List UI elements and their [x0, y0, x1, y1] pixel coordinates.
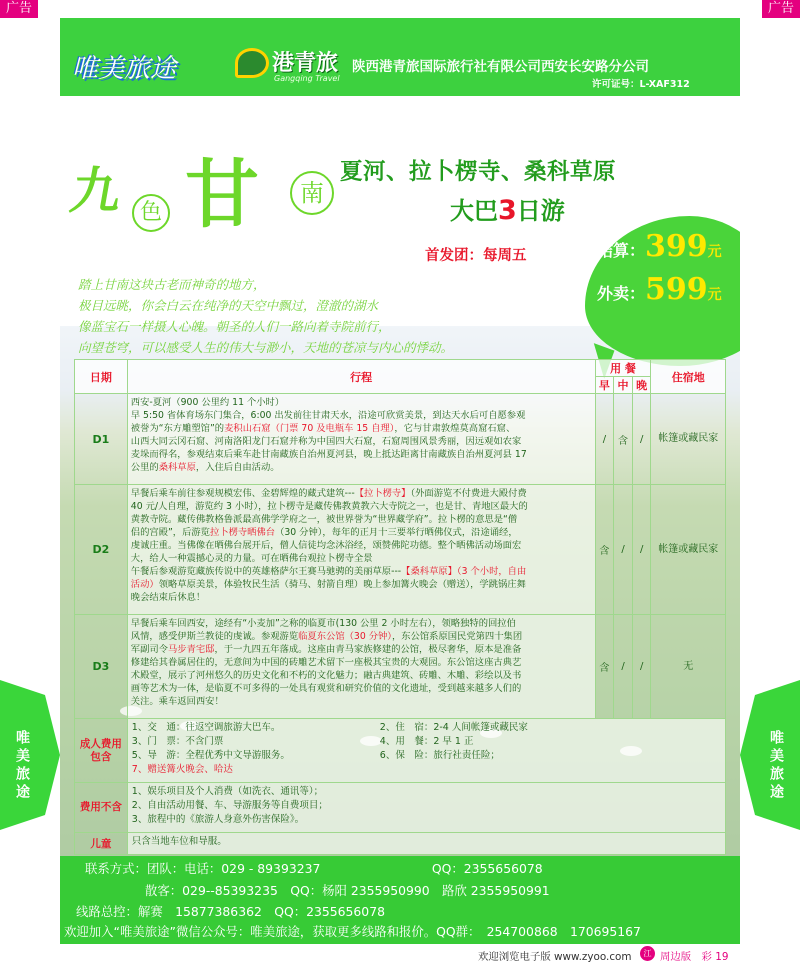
day-itinerary: 早餐后乘车回西安，途经有“小麦加”之称的临夏市(130 公里 2 小时左右），领略独特的回拉伯 风情，感受伊斯兰教徒的虔诚。参观游览临夏东公馆（30 分钟），东公馆系原国民党第四十集团 军副司令马步青宅邸，于一九四五年落成。这座由青马家族修建的公馆，极尽奢华，原本是准备 修建给其眷属居住的，无意间为中国的砖雕艺术留下一座极其宝贵的大观园。东公馆这座古典艺 术殿堂，展示了河州悠久的历史文化和不朽的文化魅力；融古典建筑、砖雕、木雕、彩绘以及书 画等艺术为一体，是临夏不可多得的一处具有观赏和研究价值的文化遗址，受到越来越多人们的 关注。乘车返回西安！ — [127, 615, 595, 719]
contact-line: 联系方式：团队：电话：029 - 89393237 QQ：2355656078 — [85, 861, 543, 876]
header-itinerary: 行程 — [127, 360, 595, 394]
header-date: 日期 — [75, 360, 128, 394]
day-label: D1 — [75, 394, 128, 485]
gangqing-logo-icon — [235, 48, 269, 78]
excludes-list: 1、娱乐项目及个人消费（如洗衣、通讯等）； 2、自由活动用餐、车、导游服务等自费项目； 3、旅程中的《旅游人身意外伤害保险》。 — [127, 783, 725, 833]
ad-label-right: 广告 — [762, 0, 800, 18]
meal-breakfast: / — [595, 394, 614, 485]
header-lunch: 中 — [614, 377, 633, 394]
meal-breakfast: 含 — [595, 485, 614, 615]
advertisement-page — [60, 18, 740, 944]
table-row — [75, 615, 726, 719]
brand-logo-subtitle: Gangqing Travel — [274, 74, 340, 83]
day-label: D2 — [75, 485, 128, 615]
meal-dinner: / — [632, 615, 651, 719]
header-band — [60, 18, 740, 96]
table-row — [75, 719, 726, 783]
intro-text: 踏上甘南这块古老而神奇的地方， 极目远眺，你会白云在纯净的天空中飘过，澄澈的湖水 像蓝宝石一样摄人心魄。朝圣的人们一路向着寺院前行， 向望苍穹，可以感受人生的伟大与渺小，天地的苍凉与内心的悸动。 — [78, 277, 454, 355]
meal-breakfast: 含 — [595, 615, 614, 719]
day-itinerary: 西安-夏河（900 公里约 11 个小时） 早 5:50 省体育场东门集合，6:00 出发前往甘肃天水，沿途可欣赏美景，到达天水后可自愿参观 被誉为“东方雕塑馆”的麦积山石窟（门票 70 及电瓶车 15 自理），它与甘肃敦煌莫高窟石窟、 山西大同云冈石窟、河南洛阳龙门石窟并称为中国四大石窟，石窟周围风景秀丽，因远观如农家 麦垛而得名，参观结束后乘车赴甘南藏族自治州夏河县，晚上抵达距离甘南藏族自治州夏河县 17 公里的桑科草原，入住后自由活动。 — [127, 394, 595, 485]
site-welcome: 欢迎浏览电子版 www.zyoo.com — [478, 951, 632, 963]
table-row — [75, 833, 726, 855]
page-number: 周边版 彩 19 — [660, 951, 729, 963]
header-meal: 用 餐 — [595, 360, 651, 377]
hero-char-jiu: 九 — [66, 162, 127, 220]
contact-line: 欢迎加入“唯美旅途”微信公众号：唯美旅途，获取更多线路和报价。QQ群： 254700868 170695167 — [64, 924, 641, 939]
page-footer — [0, 944, 800, 965]
hero-char-gan: 甘 — [185, 152, 259, 238]
child-label: 儿童 — [75, 833, 128, 855]
header-dinner: 晚 — [632, 377, 651, 394]
license-number: 许可证号：L-XAF312 — [592, 79, 690, 90]
stay-location: 帐篷或藏民家 — [651, 485, 726, 615]
stay-location: 无 — [651, 615, 726, 719]
side-label-right: 唯美旅途 — [768, 730, 784, 802]
hero-char-se: 色 — [132, 194, 170, 232]
main-content — [60, 96, 740, 856]
side-label-left: 唯美旅途 — [14, 730, 30, 802]
meal-lunch: 含 — [614, 394, 633, 485]
child-note: 只含当地车位和导服。 — [127, 833, 725, 855]
meal-dinner: / — [632, 394, 651, 485]
itinerary-table — [74, 359, 726, 855]
header-stay: 住宿地 — [651, 360, 726, 394]
ad-label-left: 广告 — [0, 0, 38, 18]
stay-location: 帐篷或藏民家 — [651, 394, 726, 485]
table-row — [75, 394, 726, 485]
header-breakfast: 早 — [595, 377, 614, 394]
contact-footer — [60, 856, 740, 944]
brand-logo-weimei: 唯美旅途 — [72, 54, 177, 84]
includes-list: 1、交 通：往返空调旅游大巴车。 2、住 宿：2-4 人间帐篷或藏民家 3、门 票：不含门票 4、用 餐：2 早 1 正 5、导 游：全程优秀中文导游服务。 6、保 险：旅行社责任险； 7、赠送篝火晚会、哈达 — [127, 719, 725, 783]
tour-title: 夏河、拉卜楞寺、桑科草原 — [340, 159, 617, 185]
table-row — [75, 783, 726, 833]
table-row — [75, 485, 726, 615]
excludes-label: 费用不含 — [75, 783, 128, 833]
region-badge: 江 — [640, 946, 655, 961]
tour-subtitle: 大巴3日游 — [450, 195, 565, 226]
brand-logo-gangqing: 港青旅 — [272, 51, 339, 76]
includes-label: 成人费用包含 — [75, 719, 128, 783]
meal-lunch: / — [614, 615, 633, 719]
contact-line: 线路总控：解赛 15877386362 QQ：2355656078 — [76, 904, 385, 919]
hero-char-nan: 南 — [290, 171, 334, 215]
meal-lunch: / — [614, 485, 633, 615]
day-itinerary: 早餐后乘车前往参观规模宏伟、金碧辉煌的藏式建筑---【拉卜楞寺】（外面游览不付费进大殿付费 40 元/人自理，游览约 3 小时），拉卜楞寺是藏传佛教黄教六大寺院之一，也是甘、青地区最大的 黄教寺院。藏传佛教格鲁派最高佛学学府之一，被世界誉为“世界藏学府”。拉卜楞的意思是“僧 侣的宫殿”，后游览拉卜楞寺晒佛台（30 分钟），每年的正月十三要举行晒佛仪式，沿途诵经， 虔诚庄重。当佛像在晒佛台展开后，僧人信徒均念沐浴经，颂赞佛陀功德。整个晒佛活动场面宏 大，给人一种震撼心灵的力量。可在晒佛台观拉卜楞寺全景 午餐后参观游览藏族传说中的英雄格萨尔王赛马驰骋的美丽草原---【桑科草原】（3 个小时，自由 活动）领略草原美景，体验牧民生活（骑马、射箭自理）晚上参加篝火晚会（赠送），学跳锅庄舞 晚会结束后休息！ — [127, 485, 595, 615]
sell-price: 外卖：599元 — [597, 272, 722, 307]
departure-schedule: 首发团：每周五 — [425, 248, 527, 264]
meal-dinner: / — [632, 485, 651, 615]
settle-price: 结算：399元 — [597, 229, 722, 264]
contact-line: 散客：029--85393235 QQ：杨阳 2355950990 路欣 2355950991 — [145, 883, 550, 898]
company-name: 陕西港青旅国际旅行社有限公司西安长安路分公司 — [352, 59, 649, 75]
day-label: D3 — [75, 615, 128, 719]
